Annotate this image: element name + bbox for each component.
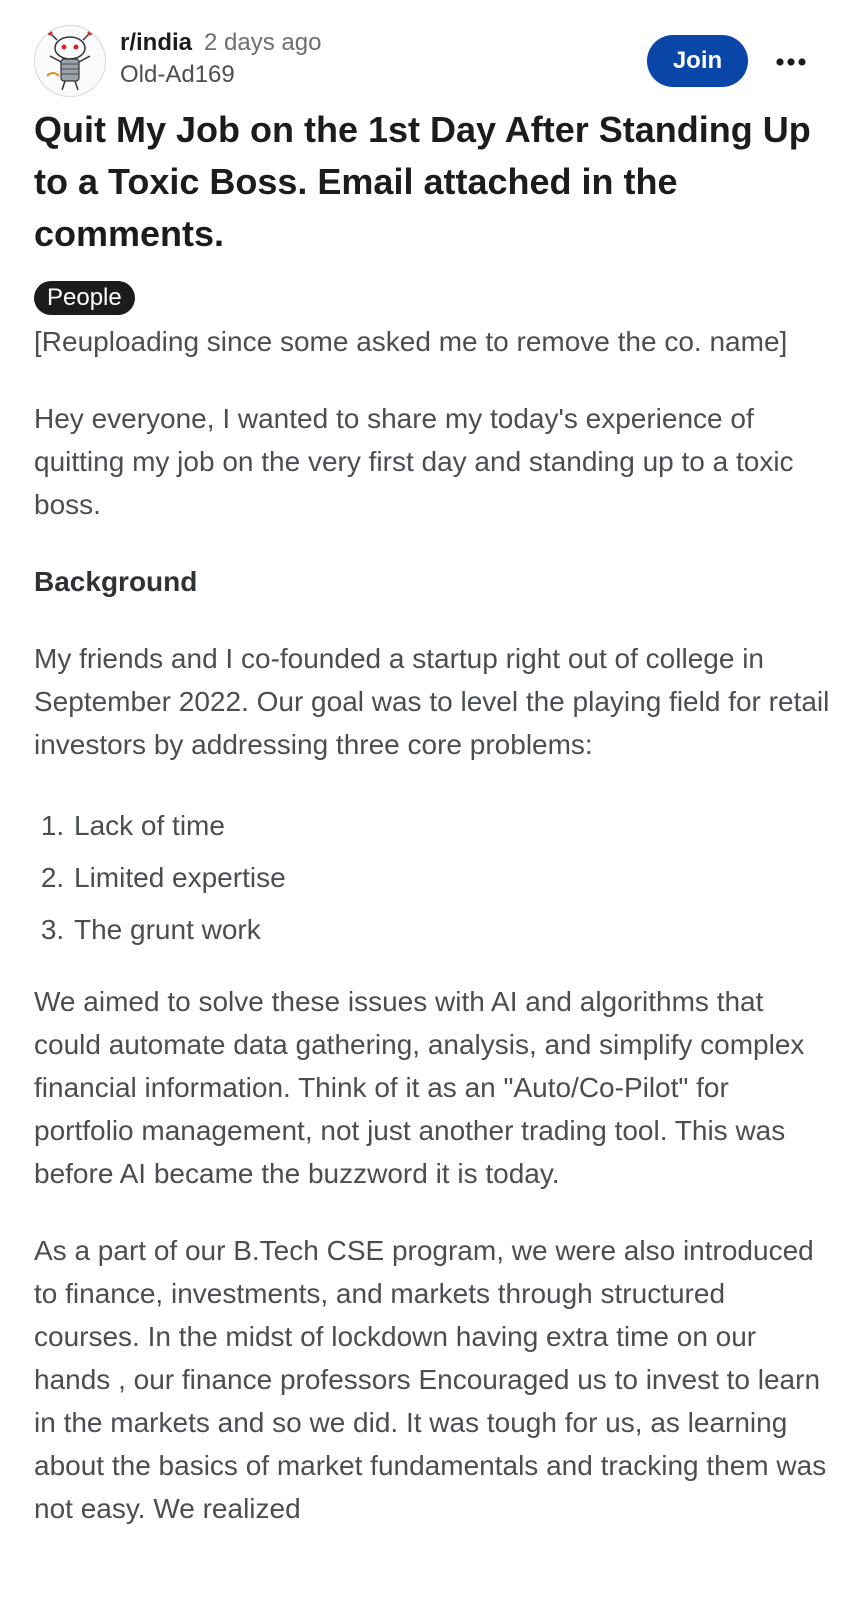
join-button[interactable]: Join [647,35,748,87]
list-item: 2. Limited expertise [72,852,834,904]
ellipsis-icon[interactable] [775,48,807,76]
list-item: 3. The grunt work [72,904,834,956]
section-heading: Background [34,566,198,597]
body-paragraph: As a part of our B.Tech CSE program, we were also introduced to finance, investments, and markets through structured courses. In the midst of lockdown having extra time on our hands , our finance professors Encouraged us to invest to learn in the markets and so we did. It was tough for us, as learning about the basics of market fundamentals and tracking them was not easy. We realized [34,1235,827,1524]
author-username[interactable]: Old-Ad169 [120,61,235,88]
post-header [0,0,859,110]
post-flair[interactable]: People [34,281,135,315]
post-title[interactable]: Quit My Job on the 1st Day After Standing Up to a Toxic Boss. Email attached in the comments. [34,109,811,254]
post-time: 2 days ago [204,29,322,56]
body-paragraph: [Reuploading since some asked me to remove the co. name] [34,326,788,357]
body-paragraph: Hey everyone, I wanted to share my today's experience of quitting my job on the very first day and standing up to a toxic boss. [34,403,794,520]
body-paragraph: We aimed to solve these issues with AI and algorithms that could automate data gathering, analysis, and simplify complex financial information. Think of it as an "Auto/Co-Pilot" for portfolio management, not just another trading tool. This was before AI became the buzzword it is today. [34,986,805,1189]
numbered-list [34,800,834,956]
subreddit-avatar[interactable] [34,25,106,97]
subreddit-name[interactable]: r/india [120,29,193,56]
post-meta [120,28,321,92]
snoo-mascot-icon [35,26,105,96]
body-paragraph: My friends and I co-founded a startup right out of college in September 2022. Our goal was to level the playing field for retail investors by addressing three core problems: [34,643,830,760]
list-item: 1. Lack of time [72,800,834,852]
post-body [34,320,834,1564]
